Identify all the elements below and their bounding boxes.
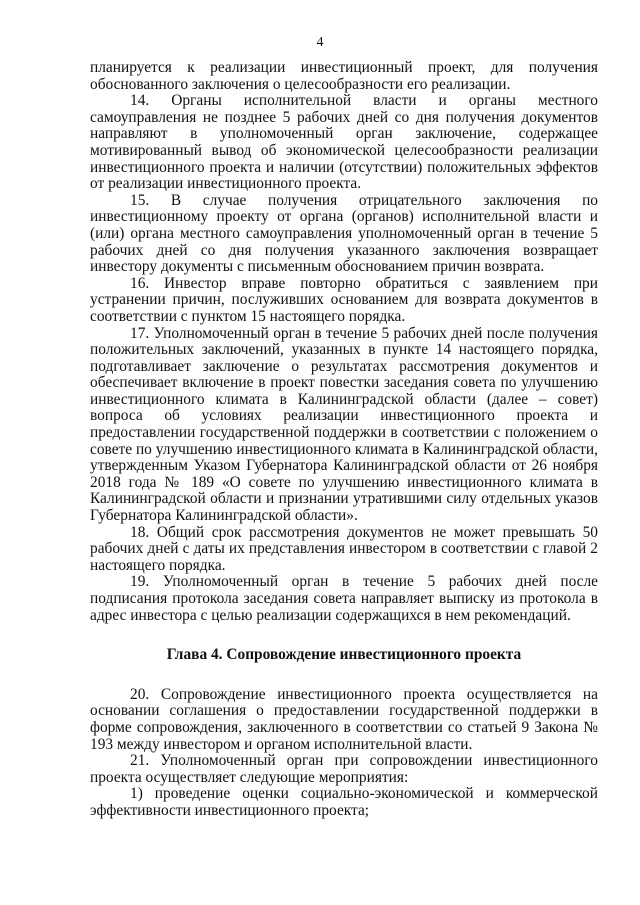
paragraph-continuation: планируется к реализации инвестиционный проект, для получения обоснованного заключения о целесообразности его реализации.: [90, 59, 598, 93]
page-number: 4: [316, 35, 324, 50]
paragraph-19: 19. Уполномоченный орган в течение 5 рабочих дней после подписания протокола заседания совета направляет выписку из протокола в адрес инвестора с целью реализации содержащихся в нем рекомендаций.: [90, 573, 598, 624]
paragraph-18: 18. Общий срок рассмотрения документов не может превышать 50 рабочих дней с даты их представления инвестором в соответствии с главой 2 настоящего порядка.: [90, 523, 598, 574]
paragraph-16: 16. Инвестор вправе повторно обратиться с заявлением при устранении причин, послуживших основанием для возврата документов в соответствии с пунктом 15 настоящего порядка.: [90, 274, 598, 325]
paragraph-21-item-1: 1) проведение оценки социально-экономической и коммерческой эффективности инвестиционного проекта;: [90, 785, 598, 819]
chapter-heading: Глава 4. Сопровождение инвестиционного проекта: [166, 646, 522, 664]
paragraph-20: 20. Сопровождение инвестиционного проекта осуществляется на основании соглашения о предоставлении государственной поддержки в форме сопровождения, заключенного в соответствии со статьей 9 Закона № 193 между инвестором и органом исполнительной власти.: [90, 685, 598, 753]
paragraph-14: 14. Органы исполнительной власти и органы местного самоуправления не позднее 5 рабочих дней со дня получения документов направляют в уполномоченный орган заключение, содержащее мотивированный вывод об экономической целесообразности реализации инвестиционного проекта и наличии (отсутствии) положительных эффектов от реализации инвестиционного проекта.: [90, 92, 598, 193]
paragraph-17: 17. Уполномоченный орган в течение 5 рабочих дней после получения положительных заключений, указанных в пункте 14 настоящего порядка, подготавливает заключение о результатах рассмотрения документов и обеспечивает включение в проект повестки заседания совета по улучшению инвестиционного климата в Калининградской области (далее – совет) вопроса об условиях реализации инвестиционного проекта и предоставлении государственной поддержки в соответствии с положением о совете по улучшению инвестиционного климата в Калининградской области, утвержденным Указом Губернатора Калининградской области от 26 ноября 2018 года № 189 «О совете по улучшению инвестиционного климата в Калининградской области и признании утратившими силу отдельных указов Губернатора Калининградской области».: [90, 324, 598, 525]
paragraph-15: 15. В случае получения отрицательного заключения по инвестиционному проекту от органа (органов) исполнительной власти и (или) органа местного самоуправления уполномоченный орган в течение 5 рабочих дней со дня получения указанного заключения возвращает инвестору документы с письменным обоснованием причин возврата.: [90, 191, 598, 276]
paragraph-21: 21. Уполномоченный орган при сопровождении инвестиционного проекта осуществляет следующие мероприятия:: [90, 752, 598, 786]
document-body: [90, 60, 598, 820]
